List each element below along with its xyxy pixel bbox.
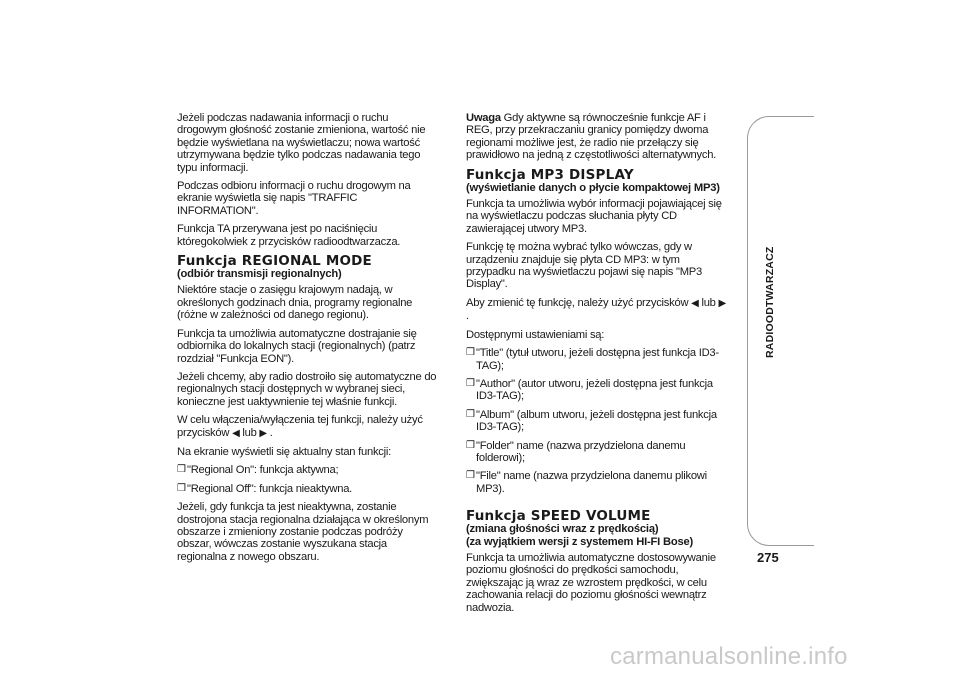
- or-text: lub: [242, 426, 257, 439]
- paragraph: Niektóre stacje o zasięgu krajowym nadają, w określonych godzinach dnia, programy regionalne (różne w zależności od danego regionu).: [177, 284, 413, 322]
- chapter-tab: [747, 116, 814, 546]
- list-item-text: "Regional On": funkcja aktywna;: [187, 464, 339, 477]
- section-subheading-regional: (odbiór transmisji regionalnych): [177, 268, 342, 281]
- paragraph: Funkcja TA przerywana jest po naciśnięciu któregokolwiek z przycisków radioodtwarzacza.: [177, 223, 401, 248]
- section-heading-speed: Funkcja SPEED VOLUME: [466, 508, 651, 525]
- list-item-text: "Author" (autor utworu, jeżeli dostępna jest funkcja ID3-TAG);: [476, 377, 713, 403]
- paragraph: Jeżeli podczas nadawania informacji o ruchu drogowym głośność zostanie zmieniona, wartość nie będzie wyświetlana na wyświetlaczu; nowa wartość utrzymywana będzie tylko podczas nadawania tego typu informacji.: [177, 112, 426, 174]
- section-heading-regional: Funkcja REGIONAL MODE: [177, 253, 372, 270]
- checkbox-bullet-icon: ❒: [466, 439, 475, 451]
- list-item: [177, 464, 439, 476]
- checkbox-bullet-icon: ❒: [177, 482, 186, 494]
- paragraph: Funkcję tę można wybrać tylko wówczas, gdy w urządzeniu znajduje się płyta CD MP3: w tym przypadku na wyświetlaczu pojawi się napis "MP3 Display".: [466, 241, 702, 291]
- paragraph: Na ekranie wyświetli się aktualny stan funkcji:: [177, 445, 391, 458]
- right-arrow-icon: ▶: [259, 427, 267, 439]
- list-item: [466, 440, 728, 465]
- list-item: [466, 409, 728, 434]
- note-paragraph: [466, 112, 728, 162]
- list-item: [466, 470, 728, 495]
- section-subheading-speed-1: (zmiana głośności wraz z prędkością): [466, 523, 659, 536]
- paragraph-text: Aby zmienić tę funkcję, należy użyć przycisków: [466, 296, 689, 309]
- paragraph: Jeżeli, gdy funkcja ta jest nieaktywna, zostanie dostrojona stacja regionalna działająca w określonym obszarze i zmieniony zostanie podczas podróży obszar, wówczas zostanie wyszukana stacja regionalna z nowego obszaru.: [177, 501, 429, 563]
- watermark: carmanualsonline.info: [610, 643, 848, 670]
- note-text: Gdy aktywne są równocześnie funkcje AF i REG, przy przekraczaniu granicy pomiędzy dwoma regionami możliwe jest, że radio nie przełączy się prawidłowo na jedną z częstotliwości alternatywnych.: [466, 112, 717, 162]
- paragraph: Podczas odbioru informacji o ruchu drogowym na ekranie wyświetla się napis "TRAFFIC INFORMATION".: [177, 180, 411, 217]
- section-subheading-mp3: (wyświetlanie danych o płycie kompaktowej MP3): [466, 181, 720, 194]
- right-arrow-icon: ▶: [718, 297, 726, 309]
- paragraph: Funkcja ta umożliwia wybór informacji pojawiającej się na wyświetlaczu podczas słuchania płyty CD zawierającej utwory MP3.: [466, 198, 722, 235]
- chapter-label: [764, 238, 778, 358]
- checkbox-bullet-icon: ❒: [466, 408, 475, 420]
- paragraph: Funkcja ta umożliwia automatyczne dostrajanie się odbiornika do lokalnych stacji (regionalnych) (patrz rozdział "Funkcja EON").: [177, 327, 417, 365]
- list-item-text: "Regional Off": funkcja nieaktywna.: [187, 482, 353, 495]
- checkbox-bullet-icon: ❒: [466, 470, 475, 482]
- list-item: [177, 483, 439, 495]
- paragraph: Funkcja ta umożliwia automatyczne dostosowywanie poziomu głośności do prędkości samochodu, zwiększając ją wraz ze wzrostem prędkości, w celu zachowania relacji do poziomu głośności wewnątrz nadwozia.: [466, 551, 716, 614]
- left-arrow-icon: ◀: [232, 427, 240, 439]
- paragraph-buttons: Aby zmienić tę funkcję, należy użyć przycisków ◀ lub ▶ .: [466, 296, 726, 323]
- list-item-text: "File" name (nazwa przydzielona danemu plikowi MP3).: [476, 470, 707, 495]
- list-item: [466, 347, 728, 372]
- checkbox-bullet-icon: ❒: [466, 377, 475, 389]
- paragraph-text: W celu włączenia/wyłączenia tej funkcji, należy użyć przycisków: [177, 414, 423, 439]
- checkbox-bullet-icon: ❒: [177, 464, 186, 476]
- note-lead: Uwaga: [466, 112, 501, 124]
- checkbox-bullet-icon: ❒: [466, 347, 475, 359]
- chapter-label-text: RADIOODTWARZACZ: [764, 246, 776, 358]
- left-arrow-icon: ◀: [691, 297, 699, 309]
- or-text: lub: [701, 296, 716, 309]
- paragraph: Jeżeli chcemy, aby radio dostroiło się automatyczne do regionalnych stacji dostępnych w wybranej sieci, konieczne jest uaktywnienie tej właśnie funkcji.: [177, 370, 437, 408]
- left-column: [177, 112, 439, 569]
- paragraph: Dostępnymi ustawieniami są:: [466, 328, 605, 341]
- section-heading-mp3: Funkcja MP3 DISPLAY: [466, 166, 634, 183]
- page-number: 275: [757, 550, 779, 565]
- paragraph-buttons: W celu włączenia/wyłączenia tej funkcji, należy użyć przycisków ◀ lub ▶ .: [177, 414, 423, 439]
- right-column: [466, 112, 728, 620]
- list-item-text: "Folder" name (nazwa przydzielona danemu folderowi);: [476, 439, 686, 464]
- list-item-text: "Album" (album utworu, jeżeli dostępna jest funkcja ID3-TAG);: [476, 408, 717, 434]
- section-subheading-speed-2: (za wyjątkiem wersji z systemem HI-FI Bose): [466, 535, 694, 548]
- list-item: [466, 378, 728, 403]
- list-item-text: "Title" (tytuł utworu, jeżeli dostępna jest funkcja ID3-TAG);: [476, 347, 719, 372]
